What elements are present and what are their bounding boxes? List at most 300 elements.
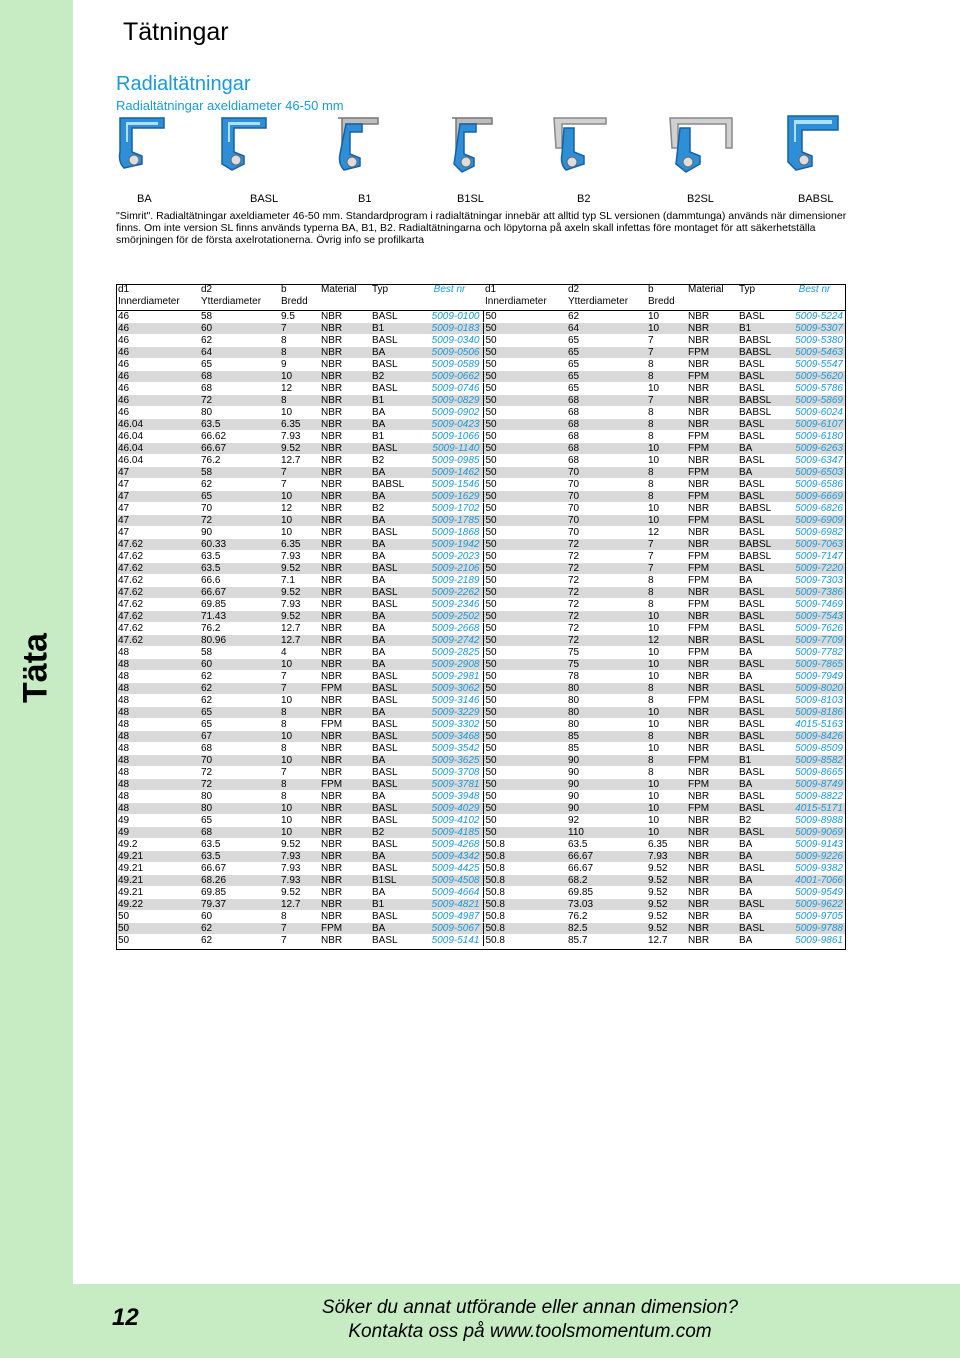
table-row [116, 803, 846, 815]
cell-d1: 50 [483, 671, 566, 683]
table-row [116, 359, 846, 371]
cell-d2: 64 [199, 347, 279, 359]
cell-material: NBR [686, 335, 737, 347]
cell-material: FPM [686, 551, 737, 563]
cell-best-nr: 5009-4102 [416, 815, 483, 827]
cell-best-nr: 5009-7626 [783, 623, 846, 635]
cell-best-nr: 5009-3948 [416, 791, 483, 803]
cell-b: 7 [646, 539, 686, 551]
cell-d2: 58 [199, 467, 279, 479]
cell-material: FPM [686, 647, 737, 659]
header-b-sub: Bredd [648, 296, 675, 307]
cell-material: NBR [319, 911, 370, 923]
cell-d1: 50 [483, 695, 566, 707]
cell-d1: 50.8 [483, 935, 566, 947]
cell-typ: BASL [737, 383, 783, 395]
cell-material: FPM [686, 803, 737, 815]
cell-b: 7 [646, 551, 686, 563]
cell-b: 8 [279, 791, 319, 803]
cell-d1: 50 [483, 491, 566, 503]
cell-d1: 50 [483, 347, 566, 359]
cell-b: 10 [279, 527, 319, 539]
cell-best-nr: 5009-4342 [416, 851, 483, 863]
cell-d2: 70 [566, 515, 646, 527]
cell-d1: 50.8 [483, 863, 566, 875]
cell-b: 10 [646, 707, 686, 719]
seal-table [116, 284, 846, 947]
cell-best-nr: 5009-2742 [416, 635, 483, 647]
cell-best-nr: 5009-9069 [783, 827, 846, 839]
seal-b1-icon [332, 112, 384, 182]
cell-d2: 65 [199, 707, 279, 719]
table-body [116, 311, 846, 947]
cell-d2: 72 [566, 635, 646, 647]
cell-material: FPM [686, 371, 737, 383]
table-row [116, 683, 846, 695]
cell-b: 9.52 [646, 923, 686, 935]
cell-best-nr: 5009-0589 [416, 359, 483, 371]
type-label: B2 [577, 193, 591, 205]
cell-d1: 50 [483, 791, 566, 803]
cell-material: NBR [686, 503, 737, 515]
cell-b: 10 [646, 827, 686, 839]
table-row [116, 563, 846, 575]
cell-d2: 80 [199, 791, 279, 803]
cell-d1: 50 [483, 599, 566, 611]
cell-best-nr: 5009-5786 [783, 383, 846, 395]
cell-d1: 50 [483, 779, 566, 791]
cell-material: NBR [686, 863, 737, 875]
cell-typ: B1 [370, 323, 416, 335]
cell-typ: BABSL [737, 539, 783, 551]
cell-typ: B1 [737, 755, 783, 767]
cell-typ: B1 [370, 899, 416, 911]
cell-material: NBR [319, 827, 370, 839]
cell-material: NBR [319, 659, 370, 671]
seal-type-icons [110, 112, 850, 192]
table-row [116, 407, 846, 419]
cell-best-nr: 5009-8749 [783, 779, 846, 791]
cell-best-nr: 5009-4508 [416, 875, 483, 887]
cell-d1: 50 [116, 935, 199, 947]
cell-typ: BA [737, 443, 783, 455]
header-b: b [648, 284, 654, 295]
cell-d1: 50 [483, 623, 566, 635]
cell-material: NBR [319, 383, 370, 395]
cell-material: NBR [686, 659, 737, 671]
cell-d2: 68 [566, 395, 646, 407]
table-row [116, 851, 846, 863]
cell-typ: BASL [737, 827, 783, 839]
cell-d1: 49.21 [116, 887, 199, 899]
cell-typ: BASL [737, 371, 783, 383]
cell-material: NBR [686, 875, 737, 887]
cell-typ: BA [370, 407, 416, 419]
cell-d2: 68.2 [566, 875, 646, 887]
cell-best-nr: 5009-7303 [783, 575, 846, 587]
cell-best-nr: 5009-7147 [783, 551, 846, 563]
cell-d2: 90 [566, 791, 646, 803]
cell-best-nr: 5009-6909 [783, 515, 846, 527]
cell-d2: 70 [566, 479, 646, 491]
cell-material: NBR [686, 743, 737, 755]
cell-d2: 66.67 [199, 863, 279, 875]
cell-d2: 62 [199, 671, 279, 683]
cell-material: NBR [319, 503, 370, 515]
cell-b: 10 [646, 719, 686, 731]
cell-typ: BA [737, 779, 783, 791]
cell-material: FPM [686, 755, 737, 767]
table-row [116, 695, 846, 707]
cell-material: NBR [319, 755, 370, 767]
cell-best-nr: 5009-9143 [783, 839, 846, 851]
cell-d1: 49 [116, 827, 199, 839]
cell-best-nr: 5009-0746 [416, 383, 483, 395]
cell-d1: 47.62 [116, 599, 199, 611]
cell-best-nr: 5009-1942 [416, 539, 483, 551]
cell-d2: 72 [199, 767, 279, 779]
cell-d1: 50 [483, 467, 566, 479]
cell-best-nr: 5009-8509 [783, 743, 846, 755]
cell-typ: B1SL [370, 875, 416, 887]
cell-d1: 50 [483, 455, 566, 467]
cell-best-nr: 5009-5547 [783, 359, 846, 371]
cell-best-nr: 5009-8020 [783, 683, 846, 695]
type-label: BABSL [798, 193, 834, 205]
cell-d2: 65 [199, 815, 279, 827]
cell-material: NBR [319, 839, 370, 851]
cell-b: 8 [646, 467, 686, 479]
cell-d2: 75 [566, 647, 646, 659]
cell-best-nr: 5009-2023 [416, 551, 483, 563]
table-row [116, 311, 846, 323]
header-d2: d2 [201, 284, 213, 295]
cell-d2: 72 [199, 779, 279, 791]
table-row [116, 419, 846, 431]
cell-d2: 65 [199, 491, 279, 503]
header-b: b [281, 284, 287, 295]
cell-d2: 90 [566, 755, 646, 767]
cell-d1: 47 [116, 527, 199, 539]
description-text: "Simrit". Radialtätningar axeldiameter 46-50 mm. Standardprogram i radialtätningar innebär att alltid typ SL versionen (dammtunga) används när dimensioner finns. Om inte version SL finns används typerna BA, B1, B2. Radialtätningarna och löpytorna på axeln skall infettas före montaget för att säkerhetställa smörjningen för de första axelrotationerna. Övrig info se profilkarta [116, 210, 847, 246]
cell-d1: 50 [483, 767, 566, 779]
cell-typ: BASL [737, 623, 783, 635]
cell-typ: BASL [737, 599, 783, 611]
cell-d1: 47 [116, 479, 199, 491]
cell-typ: BASL [370, 695, 416, 707]
table-row [116, 503, 846, 515]
table-row [116, 659, 846, 671]
cell-material: NBR [319, 575, 370, 587]
cell-d2: 63.5 [199, 839, 279, 851]
table-row [116, 923, 846, 935]
cell-d1: 46 [116, 347, 199, 359]
cell-d2: 72 [566, 575, 646, 587]
cell-d2: 60 [199, 911, 279, 923]
cell-typ: BASL [737, 791, 783, 803]
cell-typ: BA [370, 419, 416, 431]
cell-material: NBR [319, 491, 370, 503]
cell-best-nr: 5009-5224 [783, 311, 846, 323]
cell-b: 9.52 [646, 875, 686, 887]
seal-basl-icon [218, 112, 270, 182]
cell-d1: 50 [483, 683, 566, 695]
table-row [116, 371, 846, 383]
cell-b: 9.52 [279, 563, 319, 575]
cell-best-nr: 5009-5380 [783, 335, 846, 347]
cell-b: 10 [646, 515, 686, 527]
cell-d1: 50 [483, 743, 566, 755]
cell-best-nr: 5009-0985 [416, 455, 483, 467]
footer-line-1: Söker du annat utförande eller annan dimension? [321, 1297, 739, 1318]
cell-d2: 66.67 [199, 587, 279, 599]
cell-d2: 63.5 [199, 851, 279, 863]
cell-typ: BASL [737, 707, 783, 719]
cell-best-nr: 4001-7066 [783, 875, 846, 887]
cell-best-nr: 5009-8426 [783, 731, 846, 743]
cell-d2: 65 [566, 347, 646, 359]
cell-d1: 49.21 [116, 863, 199, 875]
cell-d1: 46.04 [116, 431, 199, 443]
cell-d1: 50 [483, 395, 566, 407]
header-d1-sub: Innerdiameter [118, 296, 180, 307]
cell-best-nr: 5009-9549 [783, 887, 846, 899]
cell-d1: 50 [483, 527, 566, 539]
cell-b: 9.52 [646, 899, 686, 911]
cell-b: 8 [646, 479, 686, 491]
cell-b: 7.93 [646, 851, 686, 863]
cell-d2: 80.96 [199, 635, 279, 647]
cell-best-nr: 5009-4425 [416, 863, 483, 875]
cell-b: 10 [279, 491, 319, 503]
cell-typ: BABSL [737, 551, 783, 563]
cell-typ: BASL [737, 923, 783, 935]
cell-b: 6.35 [279, 419, 319, 431]
cell-typ: BASL [737, 899, 783, 911]
cell-best-nr: 5009-6024 [783, 407, 846, 419]
cell-best-nr: 5009-3146 [416, 695, 483, 707]
cell-typ: BASL [737, 419, 783, 431]
cell-d1: 46 [116, 383, 199, 395]
cell-d2: 66.67 [566, 851, 646, 863]
table-row [116, 611, 846, 623]
cell-typ: B2 [370, 371, 416, 383]
cell-d1: 48 [116, 695, 199, 707]
cell-material: NBR [686, 683, 737, 695]
cell-d2: 65 [566, 383, 646, 395]
cell-d2: 75 [566, 659, 646, 671]
cell-b: 9.52 [279, 443, 319, 455]
table-row [116, 791, 846, 803]
cell-d1: 47.62 [116, 587, 199, 599]
cell-typ: BASL [370, 683, 416, 695]
cell-d2: 63.5 [566, 839, 646, 851]
header-material: Material [319, 284, 370, 311]
cell-typ: BABSL [737, 395, 783, 407]
cell-material: NBR [686, 851, 737, 863]
cell-material: NBR [686, 671, 737, 683]
cell-best-nr: 5009-7709 [783, 635, 846, 647]
cell-b: 9.52 [646, 863, 686, 875]
cell-d1: 47.62 [116, 635, 199, 647]
cell-d2: 90 [566, 779, 646, 791]
cell-best-nr: 4015-5163 [783, 719, 846, 731]
cell-material: FPM [686, 563, 737, 575]
cell-typ: BA [370, 647, 416, 659]
cell-best-nr: 5009-2106 [416, 563, 483, 575]
cell-d2: 72 [566, 551, 646, 563]
type-label: BASL [250, 193, 279, 205]
cell-d2: 66.6 [199, 575, 279, 587]
cell-d1: 48 [116, 791, 199, 803]
cell-material: NBR [686, 707, 737, 719]
table-row [116, 431, 846, 443]
cell-best-nr: 5009-9861 [783, 935, 846, 947]
cell-b: 10 [279, 755, 319, 767]
table-row [116, 455, 846, 467]
table-row [116, 707, 846, 719]
cell-b: 7 [646, 563, 686, 575]
cell-d1: 50 [483, 731, 566, 743]
cell-typ: BA [737, 851, 783, 863]
cell-best-nr: 5009-9788 [783, 923, 846, 935]
cell-material: FPM [686, 623, 737, 635]
cell-typ: BA [737, 671, 783, 683]
cell-d1: 50 [483, 431, 566, 443]
cell-typ: BASL [737, 431, 783, 443]
cell-material: FPM [686, 599, 737, 611]
cell-b: 7 [279, 767, 319, 779]
cell-b: 8 [279, 335, 319, 347]
cell-b: 10 [646, 815, 686, 827]
cell-b: 9 [279, 359, 319, 371]
cell-typ: BABSL [737, 407, 783, 419]
cell-material: NBR [686, 419, 737, 431]
cell-material: NBR [319, 359, 370, 371]
cell-material: NBR [319, 635, 370, 647]
cell-d1: 47.62 [116, 551, 199, 563]
seal-b1sl-icon [446, 112, 498, 182]
cell-d2: 72 [566, 563, 646, 575]
cell-d1: 50.8 [483, 923, 566, 935]
cell-d1: 47.62 [116, 539, 199, 551]
cell-b: 8 [646, 755, 686, 767]
cell-d1: 46.04 [116, 455, 199, 467]
cell-best-nr: 5009-6586 [783, 479, 846, 491]
cell-d1: 50.8 [483, 875, 566, 887]
table-row [116, 935, 846, 947]
cell-b: 10 [646, 503, 686, 515]
cell-material: FPM [686, 431, 737, 443]
cell-typ: BASL [737, 359, 783, 371]
cell-b: 10 [646, 647, 686, 659]
cell-b: 12 [279, 383, 319, 395]
cell-material: NBR [686, 539, 737, 551]
table-row [116, 743, 846, 755]
cell-d2: 80 [199, 407, 279, 419]
cell-typ: B1 [370, 431, 416, 443]
cell-best-nr: 5009-5307 [783, 323, 846, 335]
cell-material: NBR [319, 887, 370, 899]
cell-b: 8 [279, 707, 319, 719]
table-row [116, 887, 846, 899]
cell-material: NBR [686, 911, 737, 923]
cell-typ: BASL [370, 719, 416, 731]
cell-typ: BA [370, 635, 416, 647]
cell-d1: 50 [483, 647, 566, 659]
cell-b: 7.93 [279, 851, 319, 863]
cell-d2: 69.85 [199, 887, 279, 899]
cell-d1: 49.21 [116, 851, 199, 863]
cell-b: 7.93 [279, 875, 319, 887]
cell-typ: BASL [370, 527, 416, 539]
cell-d2: 63.5 [199, 563, 279, 575]
cell-d2: 63.5 [199, 419, 279, 431]
cell-d1: 50 [483, 479, 566, 491]
cell-best-nr: 5009-3625 [416, 755, 483, 767]
cell-d2: 58 [199, 647, 279, 659]
table-row [116, 599, 846, 611]
table-row [116, 575, 846, 587]
cell-b: 10 [279, 659, 319, 671]
cell-d2: 60.33 [199, 539, 279, 551]
cell-typ: BASL [737, 515, 783, 527]
cell-material: NBR [319, 539, 370, 551]
cell-b: 8 [646, 587, 686, 599]
cell-best-nr: 5009-0340 [416, 335, 483, 347]
cell-b: 8 [646, 575, 686, 587]
cell-b: 10 [279, 515, 319, 527]
cell-d1: 49.22 [116, 899, 199, 911]
cell-d2: 68 [566, 443, 646, 455]
cell-best-nr: 5009-8988 [783, 815, 846, 827]
cell-b: 10 [646, 779, 686, 791]
cell-best-nr: 5009-2262 [416, 587, 483, 599]
cell-d2: 62 [199, 695, 279, 707]
cell-d1: 50 [483, 311, 566, 323]
cell-d2: 72 [199, 395, 279, 407]
cell-d1: 46 [116, 395, 199, 407]
cell-material: NBR [319, 767, 370, 779]
cell-typ: BASL [370, 359, 416, 371]
cell-typ: BASL [370, 587, 416, 599]
cell-d2: 60 [199, 323, 279, 335]
type-label: B2SL [687, 193, 714, 205]
section-subtitle: Radialtätningar axeldiameter 46-50 mm [116, 98, 344, 113]
cell-typ: BASL [737, 743, 783, 755]
table-row [116, 647, 846, 659]
table-row [116, 479, 846, 491]
cell-d1: 46.04 [116, 419, 199, 431]
cell-material: NBR [686, 827, 737, 839]
cell-b: 8 [646, 359, 686, 371]
cell-b: 12.7 [646, 935, 686, 947]
cell-d2: 60 [199, 659, 279, 671]
cell-d1: 50.8 [483, 899, 566, 911]
cell-d2: 65 [199, 359, 279, 371]
cell-b: 7 [279, 923, 319, 935]
cell-d2: 80 [566, 707, 646, 719]
cell-d2: 65 [199, 719, 279, 731]
table-row [116, 719, 846, 731]
table-row [116, 767, 846, 779]
cell-b: 7 [279, 935, 319, 947]
cell-d1: 47 [116, 491, 199, 503]
table-row [116, 839, 846, 851]
cell-b: 10 [279, 731, 319, 743]
cell-d2: 62 [199, 935, 279, 947]
cell-d1: 50 [483, 443, 566, 455]
